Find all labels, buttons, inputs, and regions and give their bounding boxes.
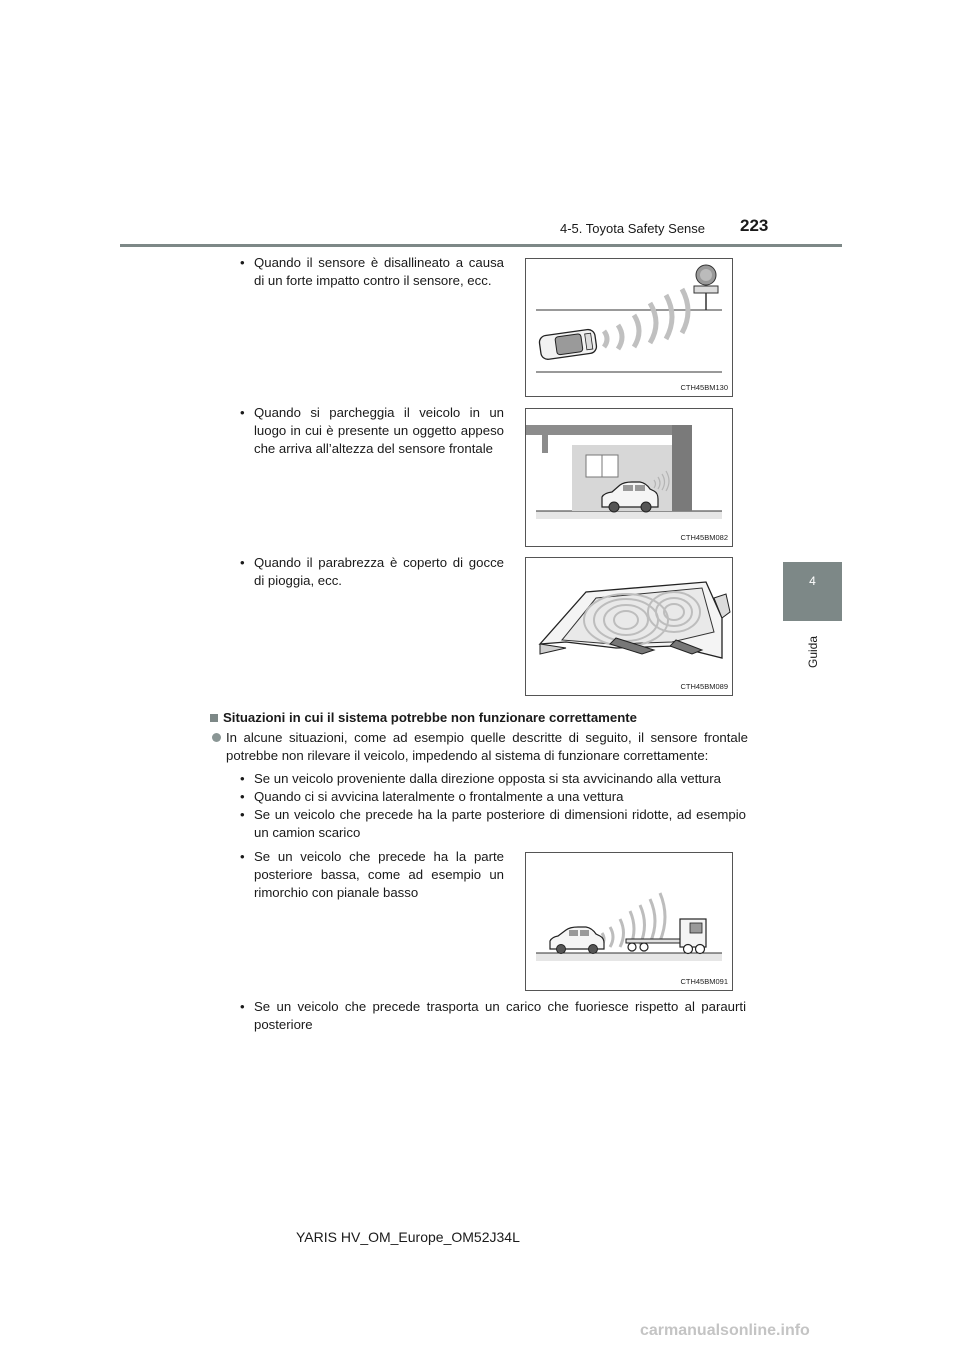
running-header: 4-5. Toyota Safety Sense <box>560 221 706 236</box>
figure-hanging-object <box>525 408 733 547</box>
chapter-tab <box>783 562 842 621</box>
section-intro: In alcune situazioni, come ad esempio quelle descritte di seguito, il sensore frontale potrebbe non rilevare il veicolo, impedendo al sistema di funzionare correttamente: <box>212 729 748 765</box>
figure-code: CTH45BM082 <box>680 533 728 542</box>
list-item: • Se un veicolo che precede ha la parte posteriore di dimensioni ridotte, ad esempio un camion scarico <box>240 807 746 840</box>
figure-rain-windshield <box>525 557 733 696</box>
list-item: • Quando il parabrezza è coperto di gocce di pioggia, ecc. <box>240 555 504 588</box>
figure-sensor-misaligned <box>525 258 733 397</box>
page-number: 223 <box>740 216 769 235</box>
list-item: • Se un veicolo proveniente dalla direzione opposta si sta avvicinando alla vettura <box>240 771 721 786</box>
list-item: • Quando ci si avvicina lateralmente o frontalmente a una vettura <box>240 789 624 804</box>
list-item: • Se un veicolo che precede trasporta un carico che fuoriesce rispetto al paraurti posteriore <box>240 999 746 1032</box>
watermark: carmanualsonline.info <box>640 1322 810 1339</box>
chapter-number: 4 <box>809 574 816 588</box>
circle-bullet-icon <box>212 733 221 742</box>
list-item: • Quando si parcheggia il veicolo in un luogo in cui è presente un oggetto appeso che arriva all’altezza del sensore frontale <box>240 405 504 456</box>
sensor-misaligned-illustration <box>526 259 732 396</box>
section-heading: Situazioni in cui il sistema potrebbe non funzionare correttamente <box>210 710 637 725</box>
rain-windshield-illustration <box>526 558 732 695</box>
document-footer: YARIS HV_OM_Europe_OM52J34L <box>296 1229 520 1245</box>
hanging-object-illustration <box>526 409 732 546</box>
list-item: • Se un veicolo che precede ha la parte posteriore bassa, come ad esempio un rimorchio con pianale basso <box>240 849 504 900</box>
chapter-label: Guida <box>806 635 820 668</box>
heading-square-icon <box>210 714 218 722</box>
figure-code: CTH45BM091 <box>680 977 728 986</box>
header-rule <box>120 244 842 247</box>
figure-code: CTH45BM089 <box>680 682 728 691</box>
list-item: • Quando il sensore è disallineato a causa di un forte impatto contro il sensore, ecc. <box>240 255 504 288</box>
low-trailer-illustration <box>526 853 732 990</box>
figure-low-trailer <box>525 852 733 991</box>
figure-code: CTH45BM130 <box>680 383 728 392</box>
